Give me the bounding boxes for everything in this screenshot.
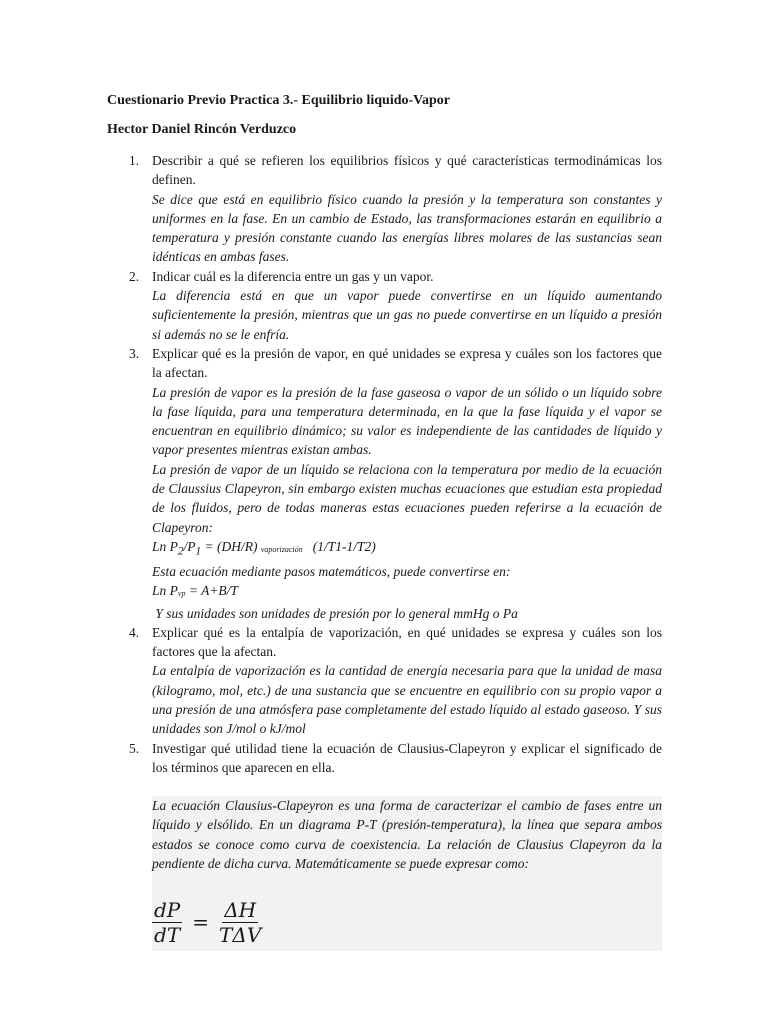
clapeyron-equation: Ln $P_2/P_1 = (DH/R)$ $_{vaporización}$ (1/T1-1/T2) [152, 538, 376, 558]
question-number: 4. [129, 624, 140, 640]
question-number: 2. [129, 268, 140, 284]
question-list [107, 151, 662, 951]
answer-highlight-box [152, 796, 662, 951]
answer-text: La entalpía de vaporización es la cantidad de energía necesaria para que la unidad de masa (kilogramo, mol, etc.) de una sustancia que se encuentre en equilibrio con su propio vapor a una presión de una atmósfera pase completamente del estado líquido al estado gaseoso. Y sus unidades son J/mol o kJ/mol [152, 663, 662, 737]
answer-text: La ecuación Clausius-Clapeyron es una forma de caracterizar el cambio de fases entre un líquido y elsólido. En un diagrama P-T (presión-temperatura), la línea que separa ambos estados se conoce como curva de coexistencia. La relación de Clausius Clapeyron da la pendiente de dicha curva. Matemáticamente se puede expresar como: [152, 798, 662, 872]
formula-equals: = [192, 909, 210, 934]
question-text: Explicar qué es la entalpía de vaporización, en qué unidades se expresa y cuáles son los factores que la afectan. [152, 624, 662, 660]
question-item-4 [107, 623, 662, 739]
formula-rhs: $\frac{\Delta H}{\text{TΔV}}$ [219, 897, 262, 947]
question-item-2 [107, 267, 662, 344]
question-item-3 [107, 344, 662, 623]
author-name: Hector Daniel Rincón Verduzco [107, 122, 297, 137]
question-number: 5. [129, 740, 140, 756]
answer-paragraph-2: La presión de vapor de un líquido se relaciona con la temperatura por medio de la ecuación de Claussius Clapeyron, sin embargo existen muchas ecuaciones que estudian esta propiedad de los fluidos, pero de todas maneras estas ecuaciones pueden referirse a la ecuación de Clapeyron: [152, 461, 662, 535]
answer-text: Se dice que está en equilibrio físico cuando la presión y la temperatura son constantes y uniformes en la fase. En un cambio de Estado, las transformaciones estarán en equilibrio a temperatura y presión constante cuando las energías libres molares de las sustancias sean idénticas en ambas fases. [152, 191, 662, 265]
question-number: 3. [129, 345, 140, 361]
antoine-equation: Ln $P_{vp} = A+B/T$ [152, 583, 238, 599]
question-item-1 [107, 151, 662, 267]
answer-paragraph-3: Esta ecuación mediante pasos matemáticos, puede convertirse en: [152, 563, 511, 579]
clausius-clapeyron-formula [152, 873, 662, 951]
answer-text: La diferencia está en que un vapor puede convertirse en un líquido aumentando suficientemente la presión, mientras que un gas no puede convertirse en un líquido a presión si además no se le enfría. [152, 288, 662, 342]
question-number: 1. [129, 153, 140, 168]
question-text: Describir a qué se refieren los equilibrios físicos y qué características termodinámicas los definen. [152, 153, 662, 188]
document-title: Cuestionario Previo Practica 3.- Equilibrio liquido-Vapor [107, 93, 451, 108]
answer-paragraph-1: La presión de vapor es la presión de la fase gaseosa o vapor de un sólido o un líquido sobre la fase líquida, para una temperatura determinada, en la que la fase líquida y el vapor se encuentran en equilibrio dinámico; su valor es independiente de las cantidades de líquido y vapor presentes mientras existan ambas. [152, 384, 662, 458]
question-text: Investigar qué utilidad tiene la ecuación de Clausius-Clapeyron y explicar el significado de los términos que aparecen en ella. [152, 740, 662, 775]
answer-paragraph-4: Y sus unidades son unidades de presión por lo general mmHg o Pa [152, 605, 518, 621]
question-text: Indicar cuál es la diferencia entre un gas y un vapor. [152, 268, 434, 284]
question-item-5 [107, 739, 662, 778]
question-text: Explicar qué es la presión de vapor, en qué unidades se expresa y cuáles son los factores que la afectan. [152, 345, 662, 381]
formula-lhs: $\frac{dP}{dT}$ [154, 897, 181, 947]
